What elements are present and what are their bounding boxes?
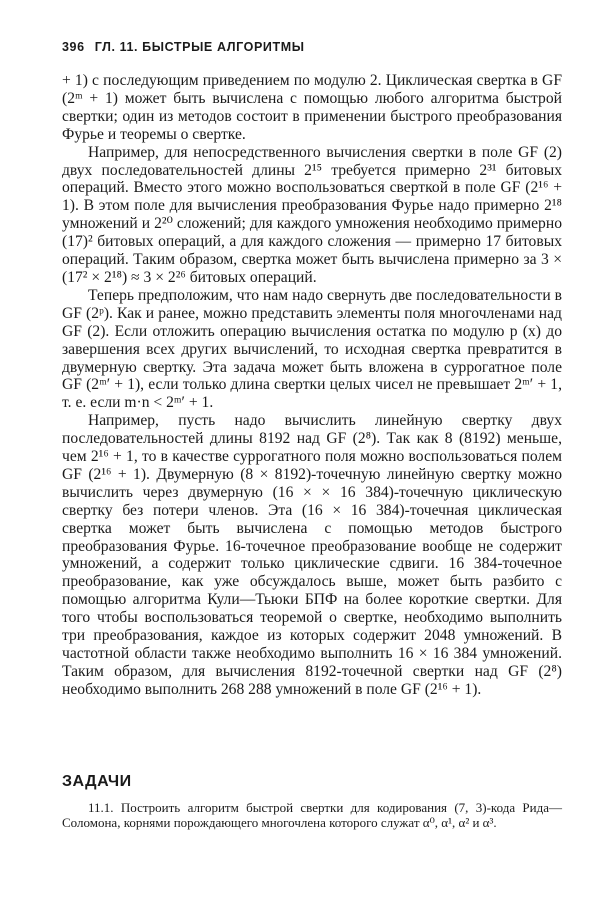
paragraph-4: Например, пусть надо вычислить линейную свертку двух последовательностей длины 8192 над GF (2⁸). Так как 8 (8192) меньше, чем 2¹⁶ + 1, то в качестве суррогатного поля можно воспользоваться полем GF (2¹⁶ + 1). Двумерную (8 × 8192)-точечную линейную свертку можно вычислить через двумерную (16 × × 16 384)-точечную циклическую свертку без потери членов. Эта (16 × 16 384)-точечная циклическая свертка может быть вычислена с помощью методов быстрого преобразования Фурье. 16-точечное преобразование вообще не содержит умножений, а содержит только циклические сдвиги. 16 384-точечное преобразование, как уже обсуждалось выше, может быть разбито с помощью алгоритма Кули—Тьюки БПФ на более короткие свертки. Для того чтобы воспользоваться теоремой о свертке, необходимо выполнить три преобразования, каждое из которых содержит 2048 умножений. В частотной области также необходимо выполнить 16 × 16 384 умножений. Таким образом, для вычисления 8192-точечной свертки над GF (2⁸) необходимо выполнить 268 288 умножений в поле GF (2¹⁶ + 1).: [62, 412, 562, 698]
paragraph-1: + 1) с последующим приведением по модулю 2. Циклическая свертка в GF (2ᵐ + 1) может быть вычислена с помощью любого алгоритма быстрой свертки; один из методов состоит в применении быстрого преобразования Фурье и теоремы о свертке.: [62, 72, 562, 143]
body-text: [62, 72, 562, 699]
page-number: 396: [62, 40, 85, 54]
problem-11-1: 11.1. Построить алгоритм быстрой свертки для кодирования (7, 3)-кода Рида—Соломона, корнями порождающего многочлена которого служат α⁰, α¹, α² и α³.: [62, 800, 562, 830]
chapter-title: ГЛ. 11. БЫСТРЫЕ АЛГОРИТМЫ: [94, 40, 305, 54]
paragraph-2: Например, для непосредственного вычисления свертки в поле GF (2) двух последовательностей длины 2¹⁵ требуется примерно 2³¹ битовых операций. Вместо этого можно воспользоваться сверткой в поле GF (2¹⁶ + 1). В этом поле для вычисления преобразования Фурье надо примерно 2¹⁸ умножений и 2²⁰ сложений; для каждого умножения необходимо примерно (17)² битовых операций, а для каждого сложения — примерно 17 битовых операций. Таким образом, свертка может быть вычислена примерно за 3 × (17² × 2¹⁸) ≈ 3 × 2²⁶ битовых операций.: [62, 143, 562, 286]
running-header: [62, 40, 562, 54]
paragraph-3: Теперь предположим, что нам надо свернуть две последовательности в GF (2ᵖ). Как и ранее, можно представить элементы поля многочленами над GF (2). Если отложить операцию вычисления остатка по модулю p (x) до завершения всех других вычислений, то исходная свертка превратится в двумерную свертку. Эта задача может быть вложена в суррогатное поле GF (2ᵐ′ + 1), если только длина свертки целых чисел не превышает 2ᵐ′ + 1, т. е. если m·n < 2ᵐ′ + 1.: [62, 286, 562, 412]
section-heading: ЗАДАЧИ: [62, 773, 132, 790]
